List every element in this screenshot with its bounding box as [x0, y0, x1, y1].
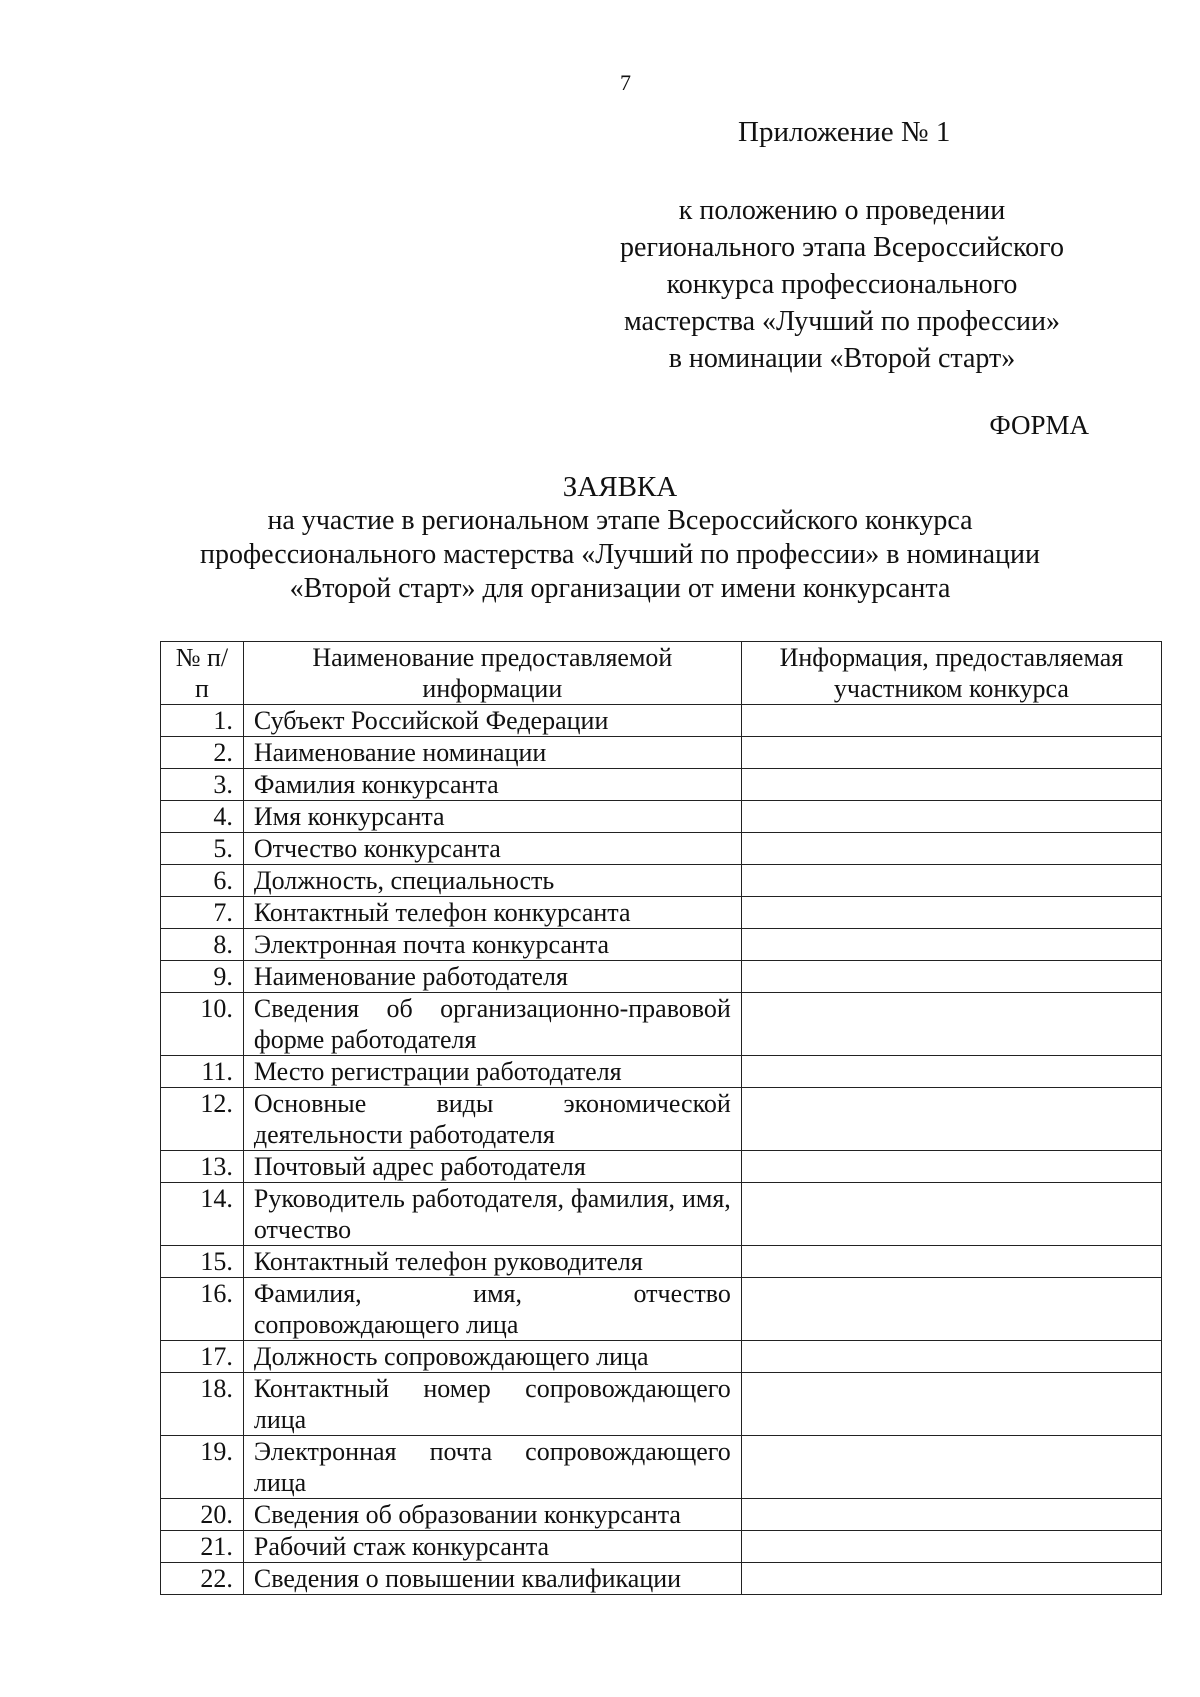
appendix-subtitle-line: мастерства «Лучший по профессии» [624, 306, 1060, 337]
row-item-name: Электронная почта сопровождающего лица [243, 1436, 741, 1499]
row-item-name: Фамилия конкурсанта [243, 769, 741, 801]
table-row [161, 769, 1162, 801]
table-row [161, 1056, 1162, 1088]
row-number: 5. [161, 833, 244, 865]
row-number: 10. [161, 993, 244, 1056]
row-number: 4. [161, 801, 244, 833]
row-item-name: Фамилия, имя, отчество сопровождающего лица [243, 1278, 741, 1341]
table-row [161, 833, 1162, 865]
row-number: 8. [161, 929, 244, 961]
row-number: 2. [161, 737, 244, 769]
row-info-field[interactable] [741, 929, 1161, 961]
row-info-field[interactable] [741, 1373, 1161, 1436]
row-number: 22. [161, 1563, 244, 1595]
row-info-field[interactable] [741, 1088, 1161, 1151]
row-info-field[interactable] [741, 1563, 1161, 1595]
row-item-name: Отчество конкурсанта [243, 833, 741, 865]
table-row [161, 1373, 1162, 1436]
table-body [161, 705, 1162, 1595]
row-item-name: Контактный телефон руководителя [243, 1246, 741, 1278]
row-item-name: Субъект Российской Федерации [243, 705, 741, 737]
row-number: 18. [161, 1373, 244, 1436]
row-item-name: Место регистрации работодателя [243, 1056, 741, 1088]
row-item-name: Рабочий стаж конкурсанта [243, 1531, 741, 1563]
row-info-field[interactable] [741, 897, 1161, 929]
header-number: № п/п [161, 642, 244, 705]
row-item-name: Электронная почта конкурсанта [243, 929, 741, 961]
row-info-field[interactable] [741, 1183, 1161, 1246]
appendix-title: Приложение № 1 [738, 116, 951, 148]
appendix-subtitle-line: к положению о проведении [678, 195, 1006, 226]
row-item-name: Наименование работодателя [243, 961, 741, 993]
row-item-name: Контактный номер сопровождающего лица [243, 1373, 741, 1436]
row-info-field[interactable] [741, 1246, 1161, 1278]
appendix-subtitle-line: в номинации «Второй старт» [668, 343, 1016, 374]
document-subheading-line: на участие в региональном этапе Всероссийского конкурса [267, 505, 973, 536]
table-row [161, 1531, 1162, 1563]
table-row [161, 1436, 1162, 1499]
row-number: 15. [161, 1246, 244, 1278]
document-heading: ЗАЯВКА [562, 471, 678, 503]
row-item-name: Сведения о повышении квалификации [243, 1563, 741, 1595]
row-info-field[interactable] [741, 833, 1161, 865]
row-number: 9. [161, 961, 244, 993]
table-row [161, 1183, 1162, 1246]
row-info-field[interactable] [741, 1531, 1161, 1563]
header-name: Наименование предоставляемой информации [243, 642, 741, 705]
row-number: 14. [161, 1183, 244, 1246]
row-info-field[interactable] [741, 1436, 1161, 1499]
form-label: ФОРМА [989, 410, 1089, 440]
row-number: 16. [161, 1278, 244, 1341]
document-title [180, 470, 1060, 606]
row-item-name: Почтовый адрес работодателя [243, 1151, 741, 1183]
row-info-field[interactable] [741, 801, 1161, 833]
header-info: Информация, предоставляемая участником конкурса [741, 642, 1161, 705]
table-row [161, 1088, 1162, 1151]
row-info-field[interactable] [741, 1341, 1161, 1373]
table-row [161, 705, 1162, 737]
row-number: 3. [161, 769, 244, 801]
row-info-field[interactable] [741, 1499, 1161, 1531]
page-number: 7 [620, 70, 631, 95]
appendix-subtitle [612, 192, 1072, 377]
document-subheading-line: профессионального мастерства «Лучший по профессии» в номинации [200, 539, 1040, 570]
row-number: 7. [161, 897, 244, 929]
table-row [161, 1341, 1162, 1373]
row-number: 13. [161, 1151, 244, 1183]
row-info-field[interactable] [741, 1151, 1161, 1183]
row-info-field[interactable] [741, 1278, 1161, 1341]
table-header-row [161, 642, 1162, 705]
table-row [161, 897, 1162, 929]
row-number: 1. [161, 705, 244, 737]
document-subheading-line: «Второй старт» для организации от имени конкурсанта [289, 573, 951, 604]
row-item-name: Основные виды экономической деятельности работодателя [243, 1088, 741, 1151]
row-item-name: Руководитель работодателя, фамилия, имя, отчество [243, 1183, 741, 1246]
row-item-name: Контактный телефон конкурсанта [243, 897, 741, 929]
row-info-field[interactable] [741, 769, 1161, 801]
row-info-field[interactable] [741, 705, 1161, 737]
row-item-name: Наименование номинации [243, 737, 741, 769]
table-row [161, 1278, 1162, 1341]
row-number: 6. [161, 865, 244, 897]
row-info-field[interactable] [741, 737, 1161, 769]
row-number: 11. [161, 1056, 244, 1088]
row-item-name: Должность сопровождающего лица [243, 1341, 741, 1373]
row-number: 17. [161, 1341, 244, 1373]
table-row [161, 993, 1162, 1056]
row-info-field[interactable] [741, 993, 1161, 1056]
row-item-name: Сведения об организационно-правовой форме работодателя [243, 993, 741, 1056]
row-info-field[interactable] [741, 865, 1161, 897]
row-info-field[interactable] [741, 1056, 1161, 1088]
row-number: 21. [161, 1531, 244, 1563]
table-row [161, 929, 1162, 961]
table-row [161, 737, 1162, 769]
appendix-subtitle-line: регионального этапа Всероссийского [620, 232, 1064, 263]
table-row [161, 961, 1162, 993]
appendix-subtitle-line: конкурса профессионального [666, 269, 1018, 300]
row-number: 12. [161, 1088, 244, 1151]
row-info-field[interactable] [741, 961, 1161, 993]
table-row [161, 865, 1162, 897]
row-item-name: Имя конкурсанта [243, 801, 741, 833]
application-table [160, 641, 1162, 1595]
table-row [161, 801, 1162, 833]
row-item-name: Сведения об образовании конкурсанта [243, 1499, 741, 1531]
table-row [161, 1499, 1162, 1531]
row-item-name: Должность, специальность [243, 865, 741, 897]
row-number: 19. [161, 1436, 244, 1499]
table-row [161, 1246, 1162, 1278]
table-row [161, 1563, 1162, 1595]
table-row [161, 1151, 1162, 1183]
row-number: 20. [161, 1499, 244, 1531]
